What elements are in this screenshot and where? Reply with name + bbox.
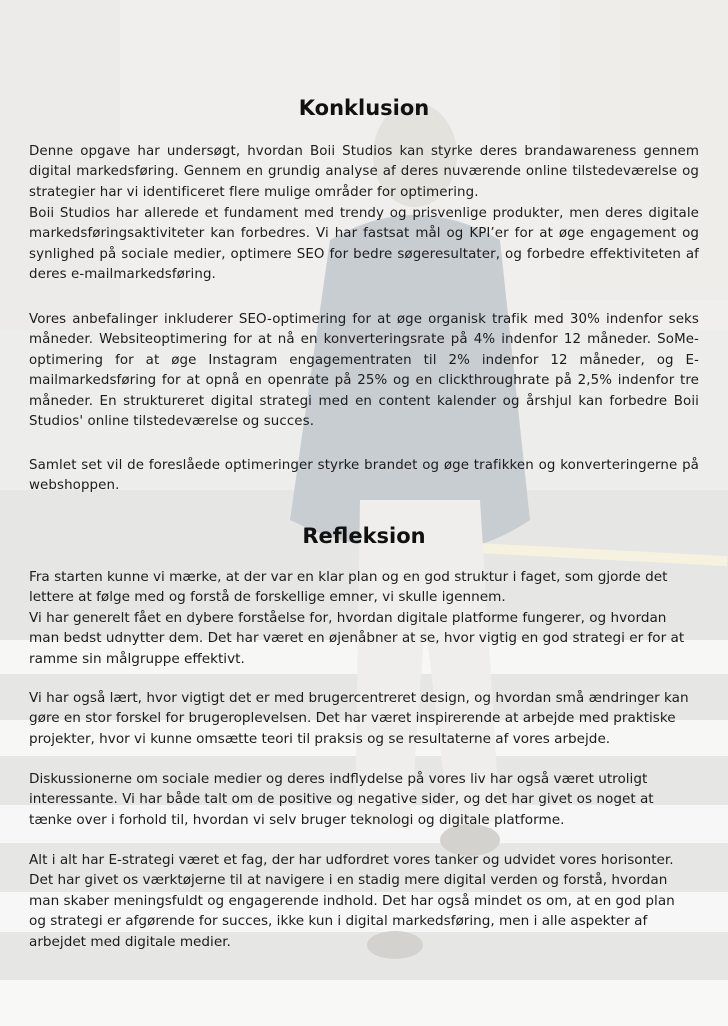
refleksion-paragraph-5: Alt i alt har E-strategi været et fag, der har udfordret vores tanker og udvidet vores horisonter. Det har givet os værktøjerne til at navigere i en stadig mere digital verden og forstå, hvordan man skaber meningsfuldt og engagerende indhold. Det har også mindet os om, at en god plan og strategi er afgørende for succes, ikke kun i digital markedsføring, men i alle aspekter af arbejdet med digitale medier. xyxy=(29,852,675,950)
heading-konklusion: Konklusion xyxy=(298,96,430,120)
konklusion-paragraph-3: Vores anbefalinger inkluderer SEO-optimering for at øge organisk trafik med 30% indenfor seks måneder. Websiteoptimering for at nå en konverteringsrate på 4% indenfor 12 måneder. SoMe-optimering for at øge Instagram engagementraten til 2% indenfor 12 måneder, og E-mailmarkedsføring for at opnå en openrate på 25% og en clickthroughrate på 2,5% indenfor tre måneder. En struktureret digital strategi med en content kalender og årshjul kan forbedre Boii Studios' online tilstedeværelse og succes. xyxy=(29,312,699,430)
konklusion-paragraph-1: Denne opgave har undersøgt, hvordan Boii Studios kan styrke deres brandawareness gennem digital markedsføring. Gennem en grundig analyse af deres nuværende online tilstedeværelse og strategier har vi identificeret flere mulige områder for optimering. xyxy=(29,144,699,200)
refleksion-paragraph-3: Vi har også lært, hvor vigtigt det er med brugercentreret design, og hvordan små ændringer kan gøre en stor forskel for brugeroplevelsen. Det har været inspirerende at arbejde med praktiske projekter, hvor vi kunne omsætte teori til praksis og se resultaterne af vores arbejde. xyxy=(29,690,689,747)
konklusion-paragraph-2: Boii Studios har allerede et fundament med trendy og prisvenlige produkter, men deres digitale markedsføringsaktiviteter kan forbedres. Vi har fastsat mål og KPI’er for at øge engagement og synlighed på sociale medier, optimere SEO for bedre søgeresultater, og forbedre effektiviteten af deres e-mailmarkedsføring. xyxy=(29,206,699,283)
refleksion-paragraph-4: Diskussionerne om sociale medier og deres indflydelse på vores liv har også været utroligt interessante. Vi har både talt om de positive og negative sider, og det har givet os noget at tænke over i forhold til, hvordan vi selv bruger teknologi og digitale platforme. xyxy=(29,771,654,828)
refleksion-paragraph-2: Vi har generelt fået en dybere forståelse for, hvordan digitale platforme fungerer, og hvordan man bedst udnytter dem. Det har været en øjenåbner at se, hvor vigtig en god strategi er for at ramme sin målgruppe effektivt. xyxy=(29,610,685,667)
refleksion-paragraph-1: Fra starten kunne vi mærke, at der var en klar plan og en god struktur i faget, som gjorde det lettere at følge med og forstå de forskellige emner, vi skulle igennem. xyxy=(29,569,668,606)
heading-refleksion: Refleksion xyxy=(302,524,426,548)
konklusion-paragraph-4: Samlet set vil de foreslåede optimeringer styrke brandet og øge trafikken og konverteringerne på webshoppen. xyxy=(29,458,699,494)
